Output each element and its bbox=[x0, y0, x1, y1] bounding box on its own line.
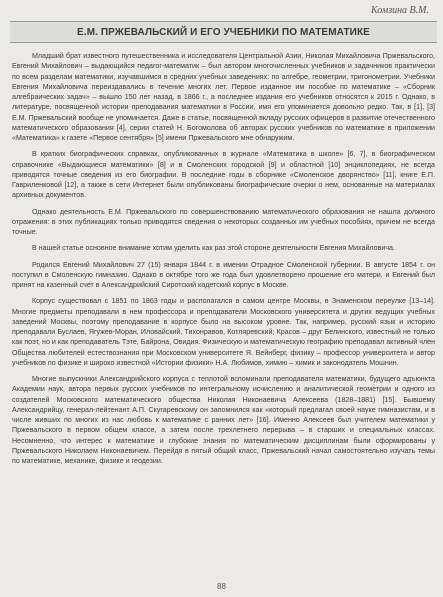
paragraph: Однако деятельность Е.М. Пржевальского по совершенствованию математического образования не нашла должного отражения: в этих публикациях только приводятся сведения о некоторых созданных им учебных пособиях, причем не всегда точные. bbox=[12, 207, 435, 236]
paragraph: Корпус существовал с 1851 по 1863 годы и располагался в самом центре Москвы, в Знаменском переулке [13–14]. Многие предметы преподавали в нем профессора и преподаватели Московского университета и других ведущих учебных заведений Москвы, поэтому преподавание в корпусе было на высоком уровне. Так, например, русский язык и историю преподавали Буслаев, Ягужев-Моран, Иловайский, Тихонравов, Котляревский; Красов – друг Белинского, известный не только как поэт, но и как преподаватель Тэте, Байрона, Овидия. Физическую и математическую географию преподавал активный член Общества любителей естествознания при Московском университете Я. Вейнберг, физику – профессор университета и автор учебников по физике и широко известной «Истории физики» Н.А. Любимов, химию – химик и законодатель Мошнин. bbox=[12, 297, 435, 367]
paragraph: Младший брат известного путешественника и исследователя Центральной Азии, Николая Михайловича Пржевальского, Евгений Михайлович – выдающийся педагог-математик – был автором многочисленных учебников и задачников практически по всем разделам математики, изучавшимся в средних учебных заведениях: по алгебре, геометрии, тригонометрии. Учебники Евгения Михайловича переиздавались в течение многих лет. Первое изданное им пособие по математике – «Сборник алгебраических задач» – вышло 150 лет назад, в 1866 г., а последнее издания его учебников относятся к 2015 г. Однако, в литературе, посвященной истории преподавания математики в России, имя его упоминается довольно редко. Так, в [1], [3] Е.М. Пржевальский вообще не упоминается. Даже в статье, посвященной вкладу русских офицеров в развитие отечественного математического образования [4], серии статей Н. Богомолова об авторах русских учебников по математике в приложении «Математика» к газете «Первое сентября» [5] имени Пржевальского мне обнаружим. bbox=[12, 52, 435, 142]
article-title: Е.М. ПРЖЕВАЛЬСКИЙ И ЕГО УЧЕБНИКИ ПО МАТЕМАТИКЕ bbox=[77, 26, 370, 38]
running-header-author: Комзина В.М. bbox=[370, 5, 429, 16]
article-title-bar bbox=[10, 21, 437, 43]
article-body bbox=[12, 51, 435, 575]
paragraph: Родился Евгений Михайлович 27 (15) января 1844 г. в имении Отрадное Смоленской губернии. В августе 1854 г. он поступил в Смоленскую гимназию. Однако в октябре того же года был удовлетворено прошение его матери, и Евгений был принят на казенный счет в Александрийский Сиротский кадетский корпус в Москве. bbox=[12, 260, 435, 289]
paragraph: В нашей статье основное внимание хотим уделить как раз этой стороне деятельности Евгения Михайловича. bbox=[32, 244, 395, 253]
paragraph: В кратких биографических справках, опубликованных в журнале «Математика в школе» [6, 7], в биографическом справочнике «Выдающиеся математики» [8] и в Смоленских городской [9] и областной [10] энциклопедиях, не всегда приводятся точные сведения из его биографии. В последние годы в сборнике «Смоленское дворянство» [11], книге Е.П. Гавриленковой [12], а также в сети Интернет были опубликованы биографические очерки о нем, основанные на материалах архивных документов. bbox=[12, 150, 435, 200]
page-number: 88 bbox=[217, 582, 226, 591]
paragraph: Многие выпускники Александрийского корпуса с теплотой вспоминали преподавателя математики, будущего адъюнкта Академии наук, автора первых русских учебников по интегральному исчислению и аналитической геометрии и одного из создателей Московского математического общества Николая Никонаевича Алексеева (1828–1881) [15]. Бывшему Александрийцу, генерал-лейтенант А.П. Скугаревскому он запомнился как «который предлагал своей науке гимназистам, и в числе живших по многих из нас любовь к математике с ранних лет» [16]. Именно Алексеев был учителем математики у Пржевальского в первом общем классе, а затем после трехлетнего перерыва – в старших и специальных классах. Несомненно, что интерес к математике и глубокие знания по математическим дисциплинам были сформированы у Пржевальского Николаем Никонаевичем. Перейдя в пятый общий класс, Пржевальский начал самостоятельно изучать темы по математике, механике, физике и геодезии. bbox=[12, 375, 435, 465]
